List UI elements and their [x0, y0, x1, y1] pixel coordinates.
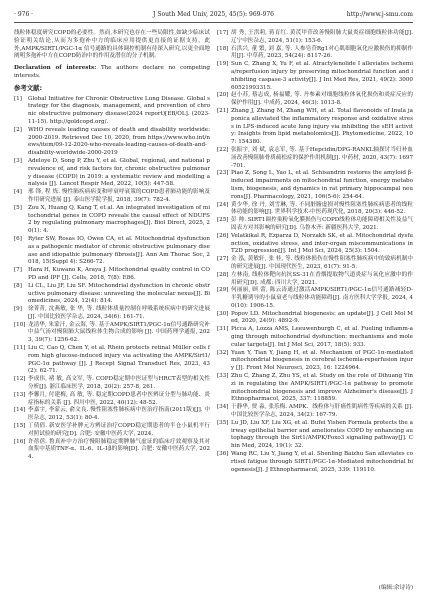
reference-text: 邢 锋, 程 炼. 慢性肺疾病病变和呼衰呼衰策的COPD患者肺功能的影响及作用研究进展 [J]. 泰山医学院学报, 2018, 39(7): 782-4. — [28, 189, 210, 203]
reference-item — [14, 322, 210, 345]
reference-text: 龙清华, 朱蒙汗, 金云海, 等. 基于AMPK/SIRT1/PGC-1α信号通路研究补中益气汤对慢阻肺大鼠线粒体生物合成的影响 [J]. 中国药理学通报, 2023, 39(7): 1256-62. — [28, 321, 210, 344]
reference-number: [3] — [14, 157, 22, 164]
reference-text: 于静华, 贾 淼, 张乐梅. AMPK、线粒体与肝癌性肌病性等疾病的关系 [J]. 中国比较医学杂志, 2024, 34(2): 167-79. — [231, 404, 413, 419]
reference-number: [28] — [217, 271, 229, 278]
reference-item — [217, 451, 413, 474]
reference-text: Velatkikal R, Ezparza D, Norzakh SK, et al. Mitochondrial dysfunction, oxidative stress, and inter-organ miscommunications in T2D progression[J]. Int J Mol Sci, 2024, 25(3): 1504. — [231, 232, 413, 255]
reference-number: [11] — [14, 345, 26, 352]
reference-text: Piao Z, Song L, Yao L, et al. Schisandrin restores the amyloid β-induced impairments on mitochondrial function, energy metabolism, biogenesis, and dynamics in rat primary hippocampal neurons[J]. Pharmacology, 2021, 106(5-6): 254-64. — [231, 170, 413, 200]
reference-item — [14, 96, 210, 127]
reference-text: 彭 帅. SIRT1调控巢粉氧化膜损伤与COPD线粒体功能障碍相关性及益气固表方对其影响的研究[D]. 乌鲁木齐: 新疆医科大学, 2021. — [231, 217, 413, 231]
reference-item — [14, 306, 210, 322]
reference-number: [15] — [14, 423, 26, 430]
reference-text: Zhang J, Zhang M, Zhang WH, et al. Total flavonoids of Inula japonica alleviated the inflammatory response and oxidative stress in LPS-induced acute lung injury via inhibiting the sEH activity: Insights from lipid metabolomics[J]. Phytomedicine, 2022, 107: 154380. — [231, 107, 413, 146]
reference-item — [217, 326, 413, 349]
reference-number: [18] — [217, 45, 229, 52]
reference-text: Picca A, Lozza AMS, Leeuwenburgh C, et al. Fueling inflamm-aging through mitochondrial dysfunction: mechanisms and molecular targets[J]. Int J Mol Sci, 2017, 18(5): 933. — [231, 326, 413, 348]
reference-item — [217, 311, 413, 327]
reference-number: [24] — [217, 201, 229, 208]
reference-item — [14, 205, 210, 236]
reference-text: Wang RC, Liu Y, Jiang Y, et al. Shenling Baizhu San alleviates cortisol fatigue through SIRT1/PGC-1α-Mediated mitochondrial biogenesis[J]. J Ethnopharmacol, 2025, 339: 119110. — [231, 451, 413, 473]
reference-number: [30] — [217, 310, 229, 317]
reference-number: [9] — [14, 306, 22, 313]
journal-url: http://www.j-smu.com — [346, 11, 413, 18]
reference-number: [1] — [14, 95, 22, 102]
references-title: 参考文献: — [14, 83, 43, 92]
references-list-left — [14, 96, 210, 462]
reference-number: [19] — [217, 61, 229, 68]
reference-text: Zou X, Huang Q, Kang T, et al. An integrated investigation of mitochondrial genes in COPD reveals the causal effect of NDUFS2 by regulating pulmonary macrophages[J]. Biol Direct, 2025, 20(1): 4. — [28, 204, 210, 235]
reference-number: [20] — [217, 92, 229, 99]
reference-number: [22] — [217, 146, 229, 153]
reference-item — [217, 256, 413, 272]
reference-item — [217, 46, 413, 62]
editor-note: (编辑:余诗诗) — [378, 585, 413, 591]
reference-text: Zhu C, Zhang Z, Zhu YS, et al. Study on the role of Dihuang Yinzi in regulating the AMPK/SIRT1/PGC-1α pathway to promote mitochondrial biogenesis and improve Alzheimer's disease[J]. J Ethnopharmacol, 2025, 337: 118859. — [231, 373, 413, 403]
journal-citation: J South Med Univ, 2025, 45(5): 969-976 — [153, 11, 274, 18]
reference-text: 黄少华, 徐 丹, 刘雪琳, 等. 不同脏腑虚损对慢性阻塞性肺疾病患者的线粒体功能的影响[J]. 世界科学技术-中医药现代化, 2018, 20(3): 446-52. — [231, 201, 413, 216]
reference-number: [33] — [217, 373, 229, 380]
reference-text: 石洪兴, 董 繁, 刘 嘉, 等. 人参皂苷Rg1对心肌细胞氧化应激损伤的抑制作用[J]. 中草药, 2023, 54(24): 8117-26. — [231, 45, 413, 60]
reference-item — [14, 407, 210, 423]
reference-text: Popov LD. Mitochondrial biogenesis: an update[J]. J Cell Mol Med, 2020, 24(9): 4892-9. — [231, 310, 413, 325]
reference-item — [217, 61, 413, 92]
reference-text: 李嘉宇, 李蒙云, 俞文良. 慢性阻塞性肺疾病中医治疗指南(2011版)[J]. 中医杂志, 2012, 53(1): 80-4. — [28, 407, 210, 422]
reference-item — [14, 127, 210, 158]
reference-number: [10] — [14, 321, 26, 328]
right-column — [217, 30, 413, 474]
reference-number: [2] — [14, 126, 22, 133]
reference-number: [36] — [217, 451, 229, 458]
reference-text: Liu C, Cao Q, Chen Y, et al. Rhein protects retinal Müller cells from high glucose-induced injury via activating the AMPK/Sirt1/PGC-1α pathway [J]. J Recept Signal Transduct Res, 2023, 43(2): 62-71. — [28, 345, 210, 375]
reference-text: 徐菁菁, 沈燕敏, 张 华, 等. 线粒体质量控制在呼吸系统疾病中的研究进展 [J]. 中国比较医学杂志, 2024, 34(6): 161-71. — [28, 306, 210, 320]
reference-number: [35] — [217, 419, 229, 426]
reference-item — [14, 236, 210, 267]
reference-item — [14, 158, 210, 189]
reference-item — [217, 108, 413, 147]
reference-number: [32] — [217, 349, 229, 356]
reference-number: [16] — [14, 438, 26, 445]
reference-text: Sun C, Zhang X, Yu F, et al. Atractylenolide I alleviates ischemia/reperfusion injury by preserving mitochondrial function and inhibiting caspase-3 activity[J]. J Int Med Res, 2021, 49(2): 300060521993315. — [231, 61, 413, 91]
page-number: · 976 · — [14, 11, 34, 18]
reference-text: WHO reveals leading causes of death and disability worldwide: 2000-2019. Retrieved Dec 10, 2020, from https://www.who.int/news/item/09-12-2020-who-reveals-leading-causes-of-death-and-disability-worldwide-2000-2019 — [28, 126, 210, 157]
reference-item — [14, 283, 210, 306]
reference-text: Global Initiative for Chronic Obstructive Lung Disease. Global strategy for the diagnosis, management, and prevention of chronic obstructive pulmonary disease(2024 report)[EB/OL]. (2023-11-15). http://goldcopd.org/. — [28, 95, 210, 125]
reference-text: Yuan Y, Tian Y, Jiang H, et al. Mechanism of PGC-1α-mediated mitochondrial biogenesis in cerebral ischemia-reperfusion injury [J]. Front Mol Neurosci, 2023, 16: 1224964. — [231, 349, 413, 372]
header-divider — [14, 22, 413, 23]
reference-text: 李成伟, 褚 敏, 高文军, 等. COPD稳定期中医证型与HRCT表型的相关性分析[J]. 浙江临床医学, 2018, 20(2): 257-8, 261. — [28, 376, 210, 391]
reference-item — [217, 287, 413, 310]
reference-text: 金 泓, 黄敏轩, 张 桂, 等. 线粒体损伤在慢性阻塞性肺疾病中的致病机制中的研究进展[J]. 中国现代医生, 2023, 61(7): 91-5. — [231, 256, 413, 270]
reference-item — [14, 345, 210, 376]
body-paragraph: 线粒体稳度研究COPD的必要性。然而,本研究也存在一些局限性,如缺少临床试验证明关结论,从而为多孢补中方的临床应用提供更直接的证据支持。此外,AMPK/SIRT1/PGC-1α 信号通路的具体调控机制有待深入研究,以更全面地阐明多孢补中方在COPD防治中的作用及潜在的分子机制。 — [14, 30, 210, 60]
reference-number: [27] — [217, 256, 229, 263]
reference-item — [14, 267, 210, 283]
reference-item — [217, 233, 413, 256]
reference-text: Adeloye D, Song P, Zhu Y, et al. Global, regional, and national prevalence of, and risk factors for, chronic obstructive pulmonary disease (COPD) in 2019: a systematic review and modelling analysis [J]. Lancet Respir Med, 2022, 10(5): 447-58. — [28, 157, 210, 188]
left-column — [14, 30, 210, 462]
references-list-right — [217, 30, 413, 474]
reference-item — [217, 217, 413, 233]
reference-item — [217, 92, 413, 108]
reference-number: [17] — [217, 30, 229, 36]
declaration-of-interests — [14, 65, 210, 81]
reference-text: 何丽丽, 顾 蕾, 陈云涛通过激活AMPK/SIRT1/PGC-1α信号通路减轻D-半乳糖诱导的小鼠衰老与线粒体功能障碍[J]. 南方医科大学学报, 2024, 40(10): 1906-15. — [231, 287, 413, 309]
reference-text: 张振宇, 刘 斌, 袁志军, 等. 基于Hepcidin/DPG-RANKL轴探讨当归补血汤改善慢阻肺骨质疏松症的保护作用机制[J]. 中药材, 2020, 43(7): 1697-701. — [231, 146, 413, 169]
reference-text: 左林南, 线粒体靶向抗抗SS-31在香烟提取物气道炎症与氧化应激中的作用研究[D]. 成都: 四川大学, 2021. — [231, 271, 413, 286]
reference-number: [12] — [14, 376, 26, 383]
reference-item — [217, 373, 413, 404]
reference-number: [14] — [14, 407, 26, 414]
reference-number: [7] — [14, 267, 22, 274]
reference-text: Hara H, Kuwano K, Araya J. Mitochondrial quality control in COPD and IPF [J]. Cells, 2018, 7(8): E86. — [28, 267, 210, 281]
reference-number: [4] — [14, 189, 22, 196]
reference-text: 赵小苏, 蔡志成, 杨福耀, 等. 丹参素对细胞线粒体氧化损伤和炎症反应的保护作用[J]. 中成药, 2024, 46(3): 1013-8. — [231, 92, 413, 107]
reference-item — [14, 392, 210, 408]
reference-item — [217, 350, 413, 373]
reference-number: [5] — [14, 204, 22, 211]
reference-item — [14, 423, 210, 439]
reference-number: [31] — [217, 326, 229, 333]
reference-number: [23] — [217, 170, 229, 177]
reference-text: Lu JD, Liu XF, Liu XG, et al. Bufei Yishen Formula protects the airway epithelial barrier and ameliorates COPD by enhancing autophagy through the Sirt1/AMPK/Foxo3 signaling pathway[J]. Chin Med, 2024, 19(1): 32. — [231, 419, 413, 450]
reference-text: Li CL, Liu JF, Liu SF. Mitochondrial dysfunction in chronic obstructive pulmonary disease: unraveling the molecular nexus[J]. Biomedicines, 2024, 12(4): 814. — [28, 282, 210, 305]
declaration-text: The authors declare no competing interests. — [14, 65, 211, 79]
reference-number: [29] — [217, 287, 229, 294]
reference-text: 胡 秀, 王洪莉, 蒋育红. 黄芪甲苷改善慢阻肺大鼠炎症细胞线粒体功能[J]. 辽宁中医杂志, 2024, 51(1): 153-6. — [231, 30, 413, 44]
reference-item — [217, 420, 413, 451]
reference-text: 丁倩倩. 新安医学补脾元方辨证治疗COPD稳定期患者的半仓小鼠机平行对照试验的研究[D]. 合肥: 安徽中医药大学, 2024. — [28, 423, 210, 437]
reference-number: [6] — [14, 235, 22, 242]
reference-item — [14, 189, 210, 205]
reference-item — [217, 272, 413, 288]
reference-number: [25] — [217, 217, 229, 224]
reference-item — [14, 439, 210, 462]
reference-item — [217, 404, 413, 420]
reference-text: Ryter SW, Rosas IO, Owen CA, et al. Mitochondrial dysfunction as a pathogenic mediator of chronic obstructive pulmonary disease and idiopathic pulmonary fibrosis[J]. Ann Am Thorac Soc, 2018, 15(Suppl 4): S266-72. — [28, 235, 210, 266]
reference-text: 李馨月, 付建梅, 高 敏, 等. 稳定期COPD患者中医辨证分型与肺功能、炎症指标的关系 [J]. 四川中医, 2022, 40(12): 48-52. — [28, 391, 210, 406]
reference-number: [8] — [14, 282, 22, 289]
reference-item — [14, 376, 210, 392]
reference-number: [13] — [14, 391, 26, 398]
reference-number: [26] — [217, 232, 229, 239]
reference-number: [34] — [217, 404, 229, 411]
declaration-label: Declaration of interests: — [14, 65, 97, 72]
reference-text: 许蓓蓓. 鲁真补中方治疗慢阻肺稳定期脾肺气虚证的临床疗效观察及其对血浆中基质TNF-α、IL-6、IL-1β的影响[D]. 合肥: 安徽中医药大学, 2024. — [28, 438, 210, 461]
reference-item — [217, 30, 413, 46]
reference-item — [217, 202, 413, 218]
reference-item — [217, 170, 413, 201]
reference-number: [21] — [217, 107, 229, 114]
reference-item — [217, 147, 413, 170]
